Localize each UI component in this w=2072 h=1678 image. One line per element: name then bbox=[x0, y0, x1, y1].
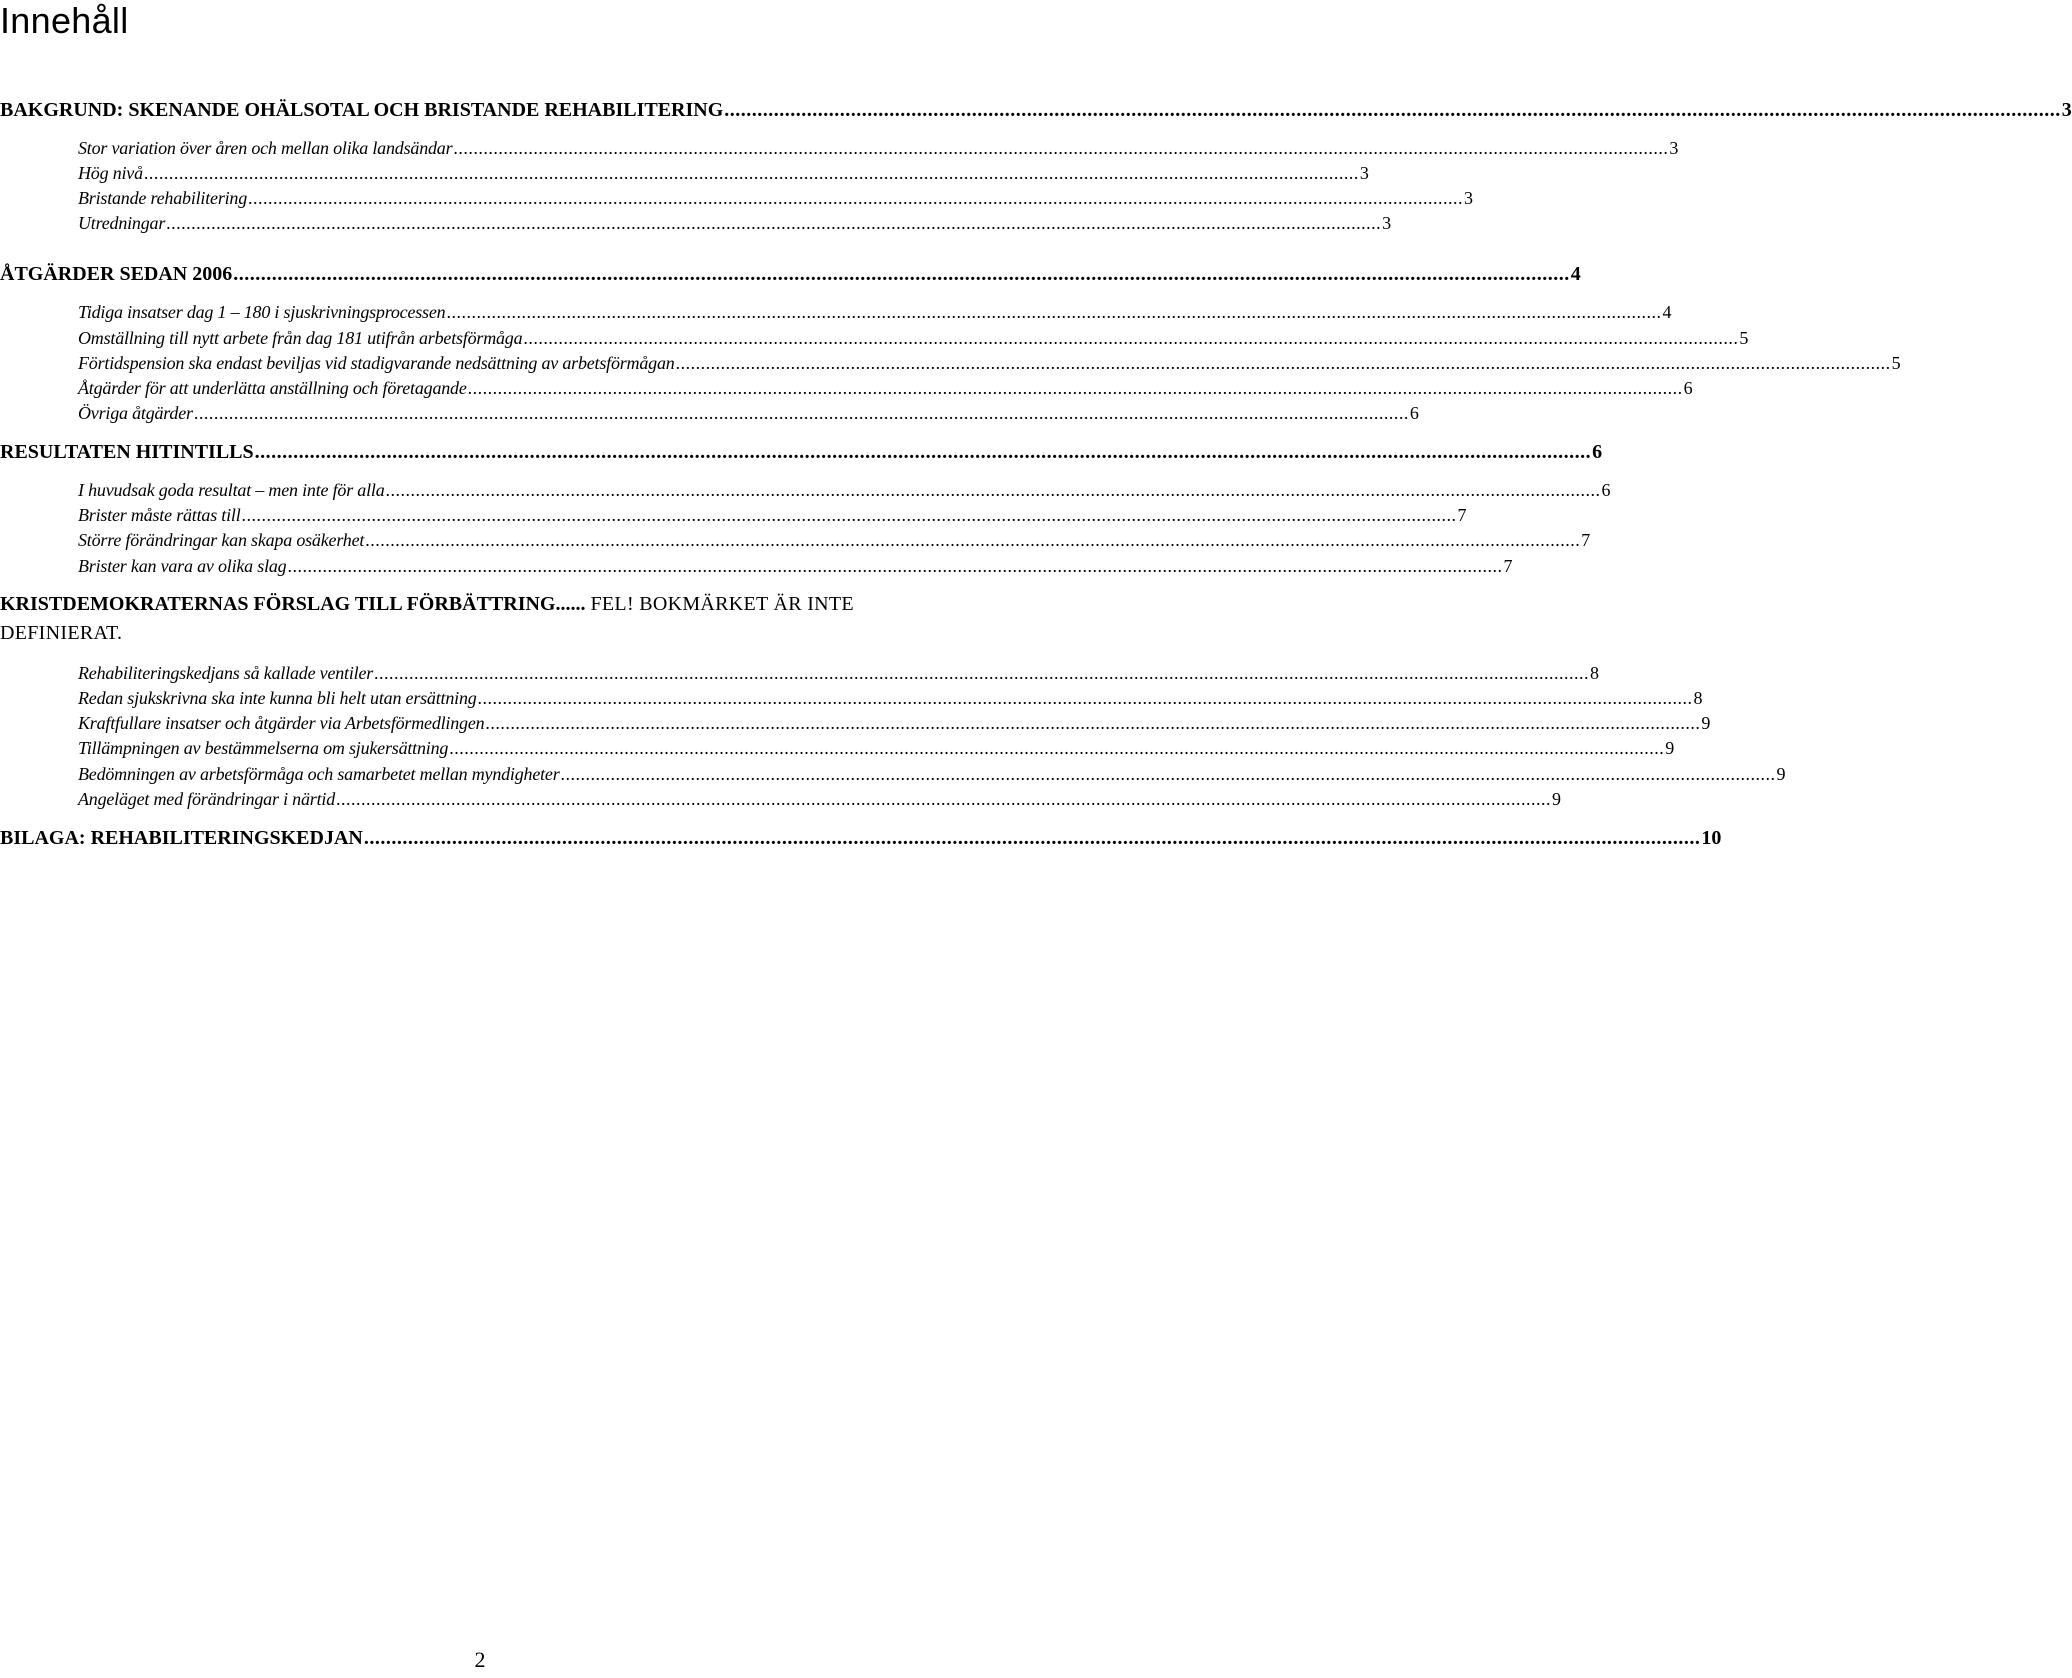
toc-entry-page: 6 bbox=[1592, 441, 1603, 463]
toc-entry-ovriga-atgarder[interactable] bbox=[78, 402, 1419, 424]
toc-entry-omstallning[interactable] bbox=[78, 327, 1749, 349]
toc-leader-dots: ................................................................................................................................................................................................................................................... bbox=[385, 480, 1601, 500]
toc-leader-dots: ................................................................................................................................................................................................................................................... bbox=[336, 789, 1551, 809]
toc-entry-bakgrund[interactable] bbox=[0, 98, 2072, 122]
toc-entry-title: Bristande rehabilitering bbox=[78, 188, 248, 208]
toc-entry-tidiga-insatser[interactable] bbox=[78, 301, 1672, 323]
toc-entry-page: 6 bbox=[1683, 378, 1693, 398]
toc-leader-dots: ................................................................................................................................................................................................................................................... bbox=[193, 403, 1409, 423]
toc-entry-title: RESULTATEN HITINTILLS bbox=[0, 441, 254, 463]
toc-entry-atgarder-sedan-2006[interactable] bbox=[0, 262, 1581, 286]
toc-leader-dots: ................................................................................................................................................................................................................................................... bbox=[453, 138, 1669, 158]
toc-leader-dots: ................................................................................................................................................................................................................................................... bbox=[166, 213, 1382, 233]
toc-entry-title: Övriga åtgärder bbox=[78, 403, 193, 423]
toc-entry-kraftfullare-insatser[interactable] bbox=[78, 712, 1711, 734]
toc-entry-title: Angeläget med förändringar i närtid bbox=[78, 789, 335, 809]
toc-entry-title: Rehabiliteringskedjans så kallade ventiler bbox=[78, 663, 374, 683]
toc-entry-title: Omställning till nytt arbete från dag 181 utifrån arbetsförmåga bbox=[78, 328, 523, 348]
toc-entry-bilaga[interactable] bbox=[0, 826, 1722, 850]
toc-entry-i-huvudsak[interactable] bbox=[78, 479, 1611, 501]
toc-entry-page: 9 bbox=[1665, 738, 1674, 758]
toc-leader-dots: ................................................................................................................................................................................................................................................... bbox=[241, 505, 1457, 525]
toc-entry-title: Bedömningen av arbetsförmåga och samarbetet mellan myndigheter bbox=[78, 764, 560, 784]
toc-entry-title: Brister kan vara av olika slag bbox=[78, 556, 287, 576]
toc-entry-page: 8 bbox=[1590, 663, 1599, 683]
toc-entry-title: Tillämpningen av bestämmelserna om sjukersättning bbox=[78, 738, 449, 758]
toc-entry-page: 4 bbox=[1570, 263, 1581, 285]
toc-entry-angelaget[interactable] bbox=[78, 788, 1561, 810]
toc-entry-title: Större förändringar kan skapa osäkerhet bbox=[78, 530, 365, 550]
toc-entry-title: Förtidspension ska endast beviljas vid stadigvarande nedsättning av arbetsförmågan bbox=[78, 353, 675, 373]
toc-entry-title: KRISTDEMOKRATERNAS FÖRSLAG TILL FÖRBÄTTRING bbox=[0, 593, 556, 615]
page-number: 2 bbox=[474, 1647, 486, 1672]
toc-leader-dots: ................................................................................................................................................................................................................................................... bbox=[254, 441, 1592, 463]
toc-entry-hog-niva[interactable] bbox=[78, 162, 1369, 184]
toc-entry-page: 3 bbox=[1359, 163, 1369, 183]
toc-entry-title: Redan sjukskrivna ska inte kunna bli helt utan ersättning bbox=[78, 688, 477, 708]
toc-entry-title: Hög nivå bbox=[78, 163, 143, 183]
toc-entry-fortidspension[interactable] bbox=[78, 352, 1901, 374]
toc-entry-brister-olika-slag[interactable] bbox=[78, 555, 1513, 577]
toc-entry-page: 9 bbox=[1701, 713, 1711, 733]
toc-entry-bristande-rehabilitering[interactable] bbox=[78, 187, 1473, 209]
toc-leader-dots: ................................................................................................................................................................................................................................................... bbox=[365, 530, 1581, 550]
toc-entry-brister-rattas[interactable] bbox=[78, 504, 1467, 526]
toc-entry-page: 3 bbox=[1382, 213, 1391, 233]
toc-entry-page: 9 bbox=[1552, 789, 1561, 809]
toc-leader-dots: ................................................................................................................................................................................................................................................... bbox=[374, 663, 1590, 683]
toc-leader-dots: ................................................................................................................................................................................................................................................... bbox=[467, 378, 1683, 398]
toc-entry-utredningar[interactable] bbox=[78, 212, 1391, 234]
toc-entry-title: Utredningar bbox=[78, 213, 166, 233]
toc-leader-dots: ................................................................................................................................................................................................................................................... bbox=[724, 99, 2061, 121]
toc-entry-ventiler[interactable] bbox=[78, 662, 1599, 684]
toc-leader-dots: ................................................................................................................................................................................................................................................... bbox=[675, 353, 1891, 373]
toc-entry-title: Kraftfullare insatser och åtgärder via Arbetsförmedlingen bbox=[78, 713, 485, 733]
toc-leader-dots: ................................................................................................................................................................................................................................................... bbox=[560, 764, 1776, 784]
toc-entry-title: I huvudsak goda resultat – men inte för alla bbox=[78, 480, 385, 500]
toc-entry-page: 3 bbox=[1669, 138, 1679, 158]
toc-entry-atgarder-anstallning[interactable] bbox=[78, 377, 1693, 399]
toc-leader-dots: ................................................................................................................................................................................................................................................... bbox=[287, 556, 1503, 576]
toc-entry-title: Stor variation över åren och mellan olika landsändar bbox=[78, 138, 453, 158]
toc-entry-page: 7 bbox=[1503, 556, 1513, 576]
toc-leader-dots: ................................................................................................................................................................................................................................................... bbox=[233, 263, 1570, 285]
toc-entry-page: 6 bbox=[1601, 480, 1611, 500]
toc-entry-title: ÅTGÄRDER SEDAN 2006 bbox=[0, 263, 233, 285]
toc-leader-dots: ................................................................................................................................................................................................................................................... bbox=[523, 328, 1739, 348]
toc-entry-title: Åtgärder för att underlätta anställning och företagande bbox=[78, 378, 467, 398]
toc-leader-dots: ................................................................................................................................................................................................................................................... bbox=[363, 827, 1701, 849]
toc-entry-stor-variation[interactable] bbox=[78, 137, 1679, 159]
toc-entry-page: 7 bbox=[1457, 505, 1467, 525]
toc-entry-storre-forandringar[interactable] bbox=[78, 529, 1590, 551]
toc-entry-page: 9 bbox=[1776, 764, 1786, 784]
toc-entry-title: Brister måste rättas till bbox=[78, 505, 241, 525]
toc-entry-page: 3 bbox=[1464, 188, 1473, 208]
toc-entry-page: 6 bbox=[1409, 403, 1419, 423]
toc-leader-dots: ................................................................................................................................................................................................................................................... bbox=[449, 738, 1665, 758]
toc-entry-page: 5 bbox=[1739, 328, 1749, 348]
toc-entry-page: 7 bbox=[1581, 530, 1590, 550]
toc-entry-resultaten[interactable] bbox=[0, 440, 1603, 464]
toc-bookmark-error: FEL! BOKMÄRKET ÄR INTE DEFINIERAT. bbox=[0, 593, 854, 644]
toc-leader-dots: ...... bbox=[555, 593, 586, 615]
toc-entry-title: BAKGRUND: SKENANDE OHÄLSOTAL OCH BRISTANDE REHABILITERING bbox=[0, 99, 724, 121]
page-title: Innehåll bbox=[0, 0, 129, 41]
toc-entry-bedomningen[interactable] bbox=[78, 763, 1786, 785]
toc-entry-page: 4 bbox=[1662, 302, 1672, 322]
toc-entry-page: 3 bbox=[2061, 99, 2072, 121]
toc-entry-redan-sjukskrivna[interactable] bbox=[78, 687, 1703, 709]
toc-leader-dots: ................................................................................................................................................................................................................................................... bbox=[143, 163, 1359, 183]
toc-leader-dots: ................................................................................................................................................................................................................................................... bbox=[485, 713, 1701, 733]
toc-leader-dots: ................................................................................................................................................................................................................................................... bbox=[477, 688, 1693, 708]
toc-entry-page: 10 bbox=[1701, 827, 1722, 849]
toc-entry-kristdemokraternas-forslag[interactable] bbox=[0, 590, 954, 648]
toc-entry-tillampningen[interactable] bbox=[78, 737, 1674, 759]
toc-entry-title: Tidiga insatser dag 1 – 180 i sjuskrivningsprocessen bbox=[78, 302, 446, 322]
toc-entry-page: 8 bbox=[1693, 688, 1703, 708]
toc-leader-dots: ................................................................................................................................................................................................................................................... bbox=[446, 302, 1662, 322]
toc-leader-dots: ................................................................................................................................................................................................................................................... bbox=[248, 188, 1464, 208]
toc-entry-page: 5 bbox=[1891, 353, 1901, 373]
toc-entry-title: BILAGA: REHABILITERINGSKEDJAN bbox=[0, 827, 363, 849]
